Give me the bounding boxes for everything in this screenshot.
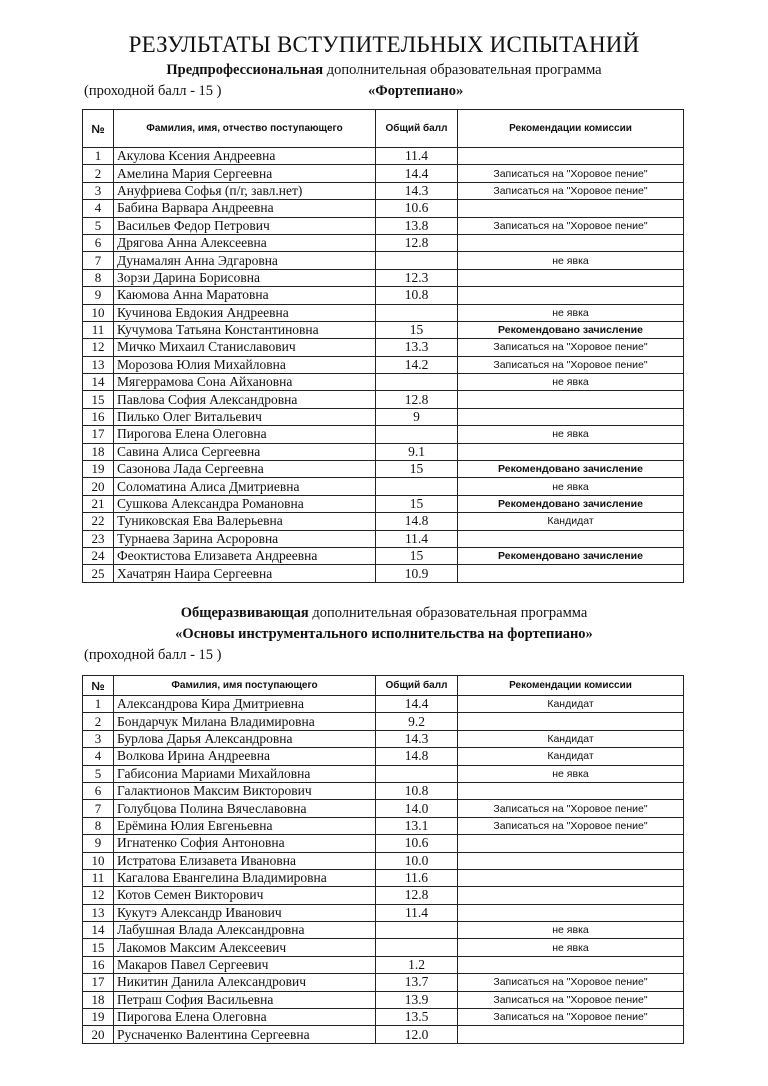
row-number: 20 (83, 1026, 114, 1043)
row-number: 3 (83, 730, 114, 747)
row-score: 9.2 (376, 713, 458, 730)
row-number: 2 (83, 713, 114, 730)
table-row (83, 165, 684, 182)
row-number: 4 (83, 748, 114, 765)
row-name: Истратова Елизавета Ивановна (114, 852, 376, 869)
row-score: 11.4 (376, 904, 458, 921)
row-score: 12.3 (376, 269, 458, 286)
table-row (83, 765, 684, 782)
row-name: Савина Алиса Сергеевна (114, 443, 376, 460)
header-name: Фамилия, имя, отчество поступающего (114, 110, 376, 148)
row-name: Хачатрян Наира Сергеевна (114, 565, 376, 582)
row-name: Ануфриева Софья (п/г, завл.нет) (114, 182, 376, 199)
table-header-row (83, 110, 684, 148)
row-recommendation: не явка (458, 939, 684, 956)
row-number: 8 (83, 269, 114, 286)
row-number: 15 (83, 391, 114, 408)
row-number: 9 (83, 287, 114, 304)
section2-results-table (82, 675, 684, 1044)
row-name: Туниковская Ева Валерьевна (114, 513, 376, 530)
page-title: РЕЗУЛЬТАТЫ ВСТУПИТЕЛЬНЫХ ИСПЫТАНИЙ (128, 32, 640, 57)
row-name: Александрова Кира Дмитриевна (114, 696, 376, 713)
row-number: 17 (83, 974, 114, 991)
section1-program-type-bold: Предпрофессиональная (166, 62, 324, 78)
row-recommendation (458, 713, 684, 730)
table-header-row (83, 676, 684, 696)
section1-program-type-rest: дополнительная образовательная программа (323, 62, 602, 78)
row-number: 9 (83, 835, 114, 852)
row-score: 11.4 (376, 148, 458, 165)
row-recommendation: не явка (458, 374, 684, 391)
row-name: Каюмова Анна Маратовна (114, 287, 376, 304)
row-score (376, 252, 458, 269)
table-row (83, 852, 684, 869)
header-recommendation: Рекомендации комиссии (458, 110, 684, 148)
row-name: Бабина Варвара Андреевна (114, 200, 376, 217)
row-recommendation: Записаться на "Хоровое пение" (458, 339, 684, 356)
row-recommendation (458, 269, 684, 286)
row-number: 16 (83, 408, 114, 425)
row-recommendation (458, 852, 684, 869)
section2-program-type-bold: Общеразвивающая (180, 605, 309, 621)
row-number: 3 (83, 182, 114, 199)
table-row (83, 391, 684, 408)
row-name: Игнатенко София Антоновна (114, 835, 376, 852)
row-number: 14 (83, 374, 114, 391)
row-name: Голубцова Полина Вячеславовна (114, 800, 376, 817)
row-number: 10 (83, 852, 114, 869)
row-score: 13.7 (376, 974, 458, 991)
row-name: Габисониа Мариами Михайловна (114, 765, 376, 782)
row-score: 14.2 (376, 356, 458, 373)
table-row (83, 817, 684, 834)
row-score: 13.9 (376, 991, 458, 1008)
table-row (83, 800, 684, 817)
table-row (83, 304, 684, 321)
row-recommendation (458, 565, 684, 582)
table-row (83, 182, 684, 199)
table-row (83, 565, 684, 582)
row-name: Амелина Мария Сергеевна (114, 165, 376, 182)
row-name: Кагалова Евангелина Владимировна (114, 869, 376, 886)
row-recommendation: Записаться на "Хоровое пение" (458, 800, 684, 817)
table-row (83, 234, 684, 251)
section2-program-type (0, 605, 768, 622)
row-name: Лакомов Максим Алексеевич (114, 939, 376, 956)
row-recommendation: Рекомендовано зачисление (458, 547, 684, 564)
table-row (83, 321, 684, 338)
row-number: 17 (83, 426, 114, 443)
table-row (83, 748, 684, 765)
row-score: 15 (376, 461, 458, 478)
row-name: Акулова Ксения Андреевна (114, 148, 376, 165)
row-name: Бондарчук Милана Владимировна (114, 713, 376, 730)
row-score: 12.8 (376, 234, 458, 251)
row-recommendation (458, 443, 684, 460)
row-name: Мягеррамова Сона Айхановна (114, 374, 376, 391)
row-score (376, 765, 458, 782)
table-row (83, 956, 684, 973)
row-score (376, 478, 458, 495)
row-score: 12.8 (376, 887, 458, 904)
header-score: Общий балл (376, 110, 458, 148)
table-row (83, 495, 684, 512)
row-number: 8 (83, 817, 114, 834)
table-row (83, 869, 684, 886)
row-recommendation: Записаться на "Хоровое пение" (458, 165, 684, 182)
table-row (83, 991, 684, 1008)
row-name: Ерёмина Юлия Евгеньевна (114, 817, 376, 834)
row-recommendation: не явка (458, 304, 684, 321)
row-score (376, 374, 458, 391)
table-row (83, 148, 684, 165)
table-row (83, 530, 684, 547)
row-score: 13.8 (376, 217, 458, 234)
table-row (83, 835, 684, 852)
row-number: 1 (83, 696, 114, 713)
row-number: 4 (83, 200, 114, 217)
table-row (83, 1026, 684, 1043)
row-name: Кукутэ Александр Иванович (114, 904, 376, 921)
row-recommendation: Кандидат (458, 513, 684, 530)
row-number: 12 (83, 339, 114, 356)
row-score: 1.2 (376, 956, 458, 973)
row-number: 5 (83, 217, 114, 234)
row-name: Бурлова Дарья Александровна (114, 730, 376, 747)
row-recommendation: Кандидат (458, 748, 684, 765)
row-recommendation: не явка (458, 765, 684, 782)
table-row (83, 426, 684, 443)
table-row (83, 696, 684, 713)
row-score: 15 (376, 547, 458, 564)
table-row (83, 478, 684, 495)
row-number: 18 (83, 443, 114, 460)
table-row (83, 356, 684, 373)
table-row (83, 1009, 684, 1026)
section2-program-type-rest: дополнительная образовательная программа (308, 605, 588, 621)
row-number: 13 (83, 904, 114, 921)
row-number: 25 (83, 565, 114, 582)
row-score: 10.8 (376, 287, 458, 304)
row-score (376, 304, 458, 321)
row-number: 14 (83, 922, 114, 939)
row-recommendation: Рекомендовано зачисление (458, 461, 684, 478)
row-number: 23 (83, 530, 114, 547)
row-recommendation: Кандидат (458, 730, 684, 747)
header-name: Фамилия, имя поступающего (114, 676, 376, 696)
row-score: 14.8 (376, 748, 458, 765)
table-row (83, 713, 684, 730)
row-score: 14.3 (376, 182, 458, 199)
row-name: Кучинова Евдокия Андреевна (114, 304, 376, 321)
row-number: 18 (83, 991, 114, 1008)
row-score: 9 (376, 408, 458, 425)
row-number: 24 (83, 547, 114, 564)
table-row (83, 730, 684, 747)
table-row (83, 939, 684, 956)
row-name: Петраш София Васильевна (114, 991, 376, 1008)
row-name: Никитин Данила Александрович (114, 974, 376, 991)
row-score: 9.1 (376, 443, 458, 460)
row-recommendation: не явка (458, 478, 684, 495)
row-name: Соломатина Алиса Дмитриевна (114, 478, 376, 495)
row-score: 14.0 (376, 800, 458, 817)
row-name: Лабушная Влада Александровна (114, 922, 376, 939)
row-number: 19 (83, 1009, 114, 1026)
row-name: Васильев Федор Петрович (114, 217, 376, 234)
row-name: Волкова Ирина Андреевна (114, 748, 376, 765)
row-recommendation (458, 391, 684, 408)
row-recommendation: Записаться на "Хоровое пение" (458, 974, 684, 991)
row-number: 7 (83, 252, 114, 269)
row-number: 20 (83, 478, 114, 495)
row-recommendation (458, 887, 684, 904)
row-number: 6 (83, 234, 114, 251)
row-number: 22 (83, 513, 114, 530)
row-score: 12.8 (376, 391, 458, 408)
table-row (83, 269, 684, 286)
row-score: 12.0 (376, 1026, 458, 1043)
table-row (83, 922, 684, 939)
row-recommendation (458, 148, 684, 165)
row-name: Макаров Павел Сергеевич (114, 956, 376, 973)
row-number: 7 (83, 800, 114, 817)
row-recommendation: не явка (458, 922, 684, 939)
row-name: Феоктистова Елизавета Андреевна (114, 547, 376, 564)
row-score: 10.8 (376, 782, 458, 799)
row-score: 10.0 (376, 852, 458, 869)
row-name: Галактионов Максим Викторович (114, 782, 376, 799)
row-score: 15 (376, 495, 458, 512)
row-name: Дрягова Анна Алексеевна (114, 234, 376, 251)
row-recommendation (458, 1026, 684, 1043)
row-number: 12 (83, 887, 114, 904)
row-score (376, 922, 458, 939)
table-row (83, 513, 684, 530)
row-recommendation (458, 904, 684, 921)
row-recommendation: не явка (458, 252, 684, 269)
table-row (83, 443, 684, 460)
row-number: 16 (83, 956, 114, 973)
row-score (376, 426, 458, 443)
table-row (83, 287, 684, 304)
row-score: 14.4 (376, 696, 458, 713)
row-name: Пирогова Елена Олеговна (114, 426, 376, 443)
row-recommendation (458, 956, 684, 973)
row-recommendation (458, 234, 684, 251)
row-name: Кучумова Татьяна Константиновна (114, 321, 376, 338)
row-name: Пилько Олег Витальевич (114, 408, 376, 425)
row-recommendation (458, 408, 684, 425)
row-recommendation (458, 835, 684, 852)
row-recommendation: Записаться на "Хоровое пение" (458, 817, 684, 834)
table-row (83, 904, 684, 921)
row-score: 14.3 (376, 730, 458, 747)
row-recommendation: Кандидат (458, 696, 684, 713)
table-row (83, 974, 684, 991)
row-name: Турнаева Зарина Асроровна (114, 530, 376, 547)
row-recommendation: Рекомендовано зачисление (458, 321, 684, 338)
row-score: 13.1 (376, 817, 458, 834)
section1-passing-score: (проходной балл - 15 ) (84, 83, 222, 99)
row-score: 13.5 (376, 1009, 458, 1026)
row-recommendation: не явка (458, 426, 684, 443)
table-row (83, 374, 684, 391)
row-recommendation: Записаться на "Хоровое пение" (458, 217, 684, 234)
row-recommendation: Записаться на "Хоровое пение" (458, 1009, 684, 1026)
row-score: 11.4 (376, 530, 458, 547)
row-recommendation (458, 782, 684, 799)
row-number: 11 (83, 869, 114, 886)
row-recommendation: Записаться на "Хоровое пение" (458, 356, 684, 373)
section1-program-type (0, 62, 768, 79)
table-row (83, 339, 684, 356)
row-score: 14.4 (376, 165, 458, 182)
row-name: Русначенко Валентина Сергеевна (114, 1026, 376, 1043)
header-score: Общий балл (376, 676, 458, 696)
row-number: 10 (83, 304, 114, 321)
row-number: 11 (83, 321, 114, 338)
row-recommendation: Записаться на "Хоровое пение" (458, 182, 684, 199)
row-recommendation: Записаться на "Хоровое пение" (458, 991, 684, 1008)
table-row (83, 461, 684, 478)
row-name: Морозова Юлия Михайловна (114, 356, 376, 373)
row-name: Дунамалян Анна Эдгаровна (114, 252, 376, 269)
table-row (83, 252, 684, 269)
row-name: Павлова София Александровна (114, 391, 376, 408)
row-recommendation (458, 530, 684, 547)
table-row (83, 782, 684, 799)
row-name: Пирогова Елена Олеговна (114, 1009, 376, 1026)
row-number: 15 (83, 939, 114, 956)
header-recommendation: Рекомендации комиссии (458, 676, 684, 696)
row-recommendation (458, 200, 684, 217)
section1-results-table (82, 109, 684, 583)
row-score (376, 939, 458, 956)
row-number: 19 (83, 461, 114, 478)
row-score: 10.6 (376, 200, 458, 217)
row-recommendation: Рекомендовано зачисление (458, 495, 684, 512)
row-score: 11.6 (376, 869, 458, 886)
row-score: 15 (376, 321, 458, 338)
row-score: 10.6 (376, 835, 458, 852)
row-number: 13 (83, 356, 114, 373)
row-score: 10.9 (376, 565, 458, 582)
row-number: 1 (83, 148, 114, 165)
row-number: 6 (83, 782, 114, 799)
table-row (83, 408, 684, 425)
table-row (83, 887, 684, 904)
row-score: 13.3 (376, 339, 458, 356)
row-name: Котов Семен Викторович (114, 887, 376, 904)
row-name: Сушкова Александра Романовна (114, 495, 376, 512)
row-name: Сазонова Лада Сергеевна (114, 461, 376, 478)
row-recommendation (458, 287, 684, 304)
row-score: 14.8 (376, 513, 458, 530)
table-row (83, 217, 684, 234)
section2-program-name: «Основы инструментального исполнительства на фортепиано» (175, 626, 593, 642)
section2-passing-score: (проходной балл - 15 ) (84, 647, 222, 663)
table-row (83, 547, 684, 564)
header-num: № (83, 110, 114, 148)
section1-program-name: «Фортепиано» (368, 83, 464, 99)
table-row (83, 200, 684, 217)
row-name: Мичко Михаил Станиславович (114, 339, 376, 356)
header-num: № (83, 676, 114, 696)
row-number: 21 (83, 495, 114, 512)
row-recommendation (458, 869, 684, 886)
row-number: 2 (83, 165, 114, 182)
row-number: 5 (83, 765, 114, 782)
row-name: Зорзи Дарина Борисовна (114, 269, 376, 286)
